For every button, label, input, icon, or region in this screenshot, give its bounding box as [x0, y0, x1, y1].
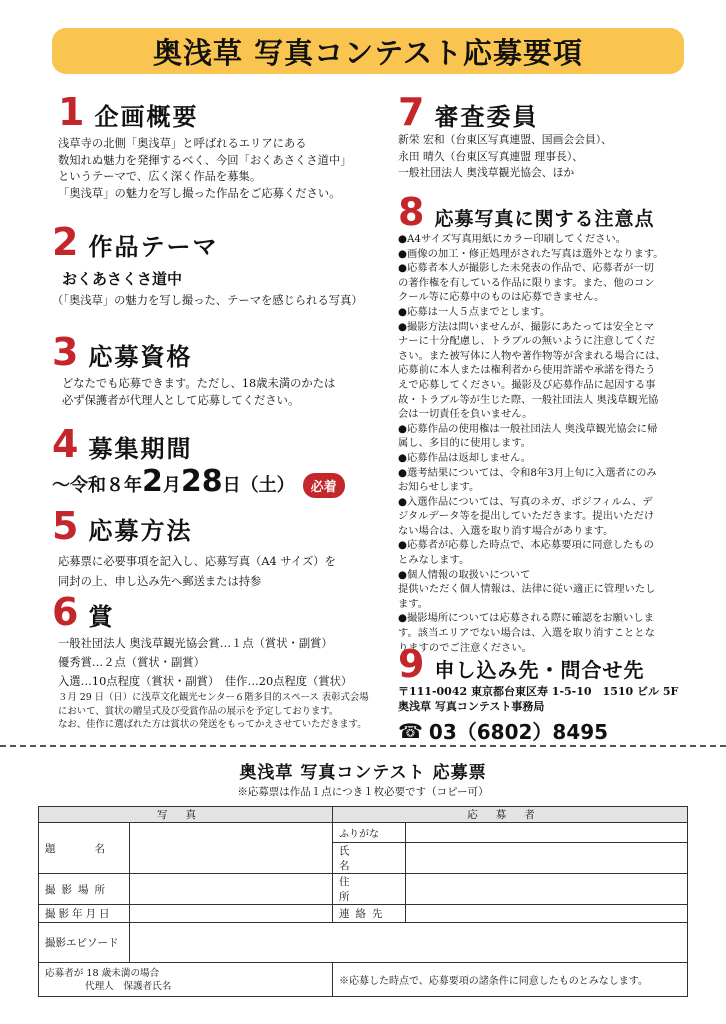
section-title: 審査委員 [434, 103, 539, 131]
note-line: の著作権を有している作品に限ります。また、他のコン [398, 276, 655, 289]
small-note: において、賞状の贈呈式及び受賞作品の展示を予定しております。 [58, 705, 339, 717]
guardian-note: 応募者が 18 歳未満の場合 [45, 967, 160, 979]
text-line: 応募票に必要事項を記入し、応募写真（A4 サイズ）を [58, 555, 336, 568]
section-number: 5 [52, 504, 79, 548]
note-line: とみなします。 [398, 554, 470, 567]
note-line: お知らせします。 [398, 481, 480, 494]
note-line: えで応募してください。撮影及び応募作品に起因する事 [398, 378, 656, 391]
text-line: 必ず保護者が代理人として応募してください。 [62, 393, 300, 407]
label-furigana: ふりがな [333, 823, 406, 843]
note-line: ●応募者が応募した時点で、本応募要項に同意したもの [398, 539, 654, 552]
field-episode[interactable] [130, 923, 688, 963]
label-address: 住 所 [333, 874, 406, 905]
deadline-day-unit: 日（土） [222, 475, 295, 496]
note-line: ます。 [398, 597, 429, 610]
section-title: 賞 [88, 603, 115, 631]
label-date: 撮影年月日 [39, 905, 130, 923]
label-place: 撮影場所 [39, 874, 130, 905]
section-title: 応募方法 [88, 517, 193, 545]
note-line: 会は一切責任を負いません。 [398, 408, 533, 421]
deadline-month-unit: 月 [162, 475, 181, 496]
address: 〒111-0042 東京都台東区寿 1-5-10 1510 ビル 5F [398, 685, 679, 698]
field-address[interactable] [406, 874, 688, 905]
note-line: ない場合は、入選を取り消す場合があります。 [398, 524, 614, 537]
note-line: 応募前に本人または権利者から使用許諾や承諾を得たう [398, 364, 656, 377]
section-number: 9 [398, 642, 425, 686]
phone-icon: ☎ [398, 718, 423, 743]
section-method [52, 506, 336, 592]
note-line: 提供いただく個人情報は、法律に従い適正に管理いたし [398, 583, 656, 596]
phone-number: 03（6802）8495 [428, 720, 609, 744]
must-arrive-badge: 必着 [303, 473, 345, 498]
text-line: 「奥浅草」の魅力を写し撮った作品をご応募ください。 [58, 186, 341, 200]
note-line: ●応募作品の使用権は一般社団法人 奥浅草観光協会に帰 [398, 422, 658, 435]
note-line: ●画像の加工・修正処理がされた写真は選外となります。 [398, 247, 664, 260]
guardian-label: 代理人 保護者氏名 [85, 980, 172, 992]
section-theme [52, 222, 363, 310]
label-episode: 撮影エピソード [39, 923, 130, 963]
note-line: ●応募作品は返却しません。 [398, 451, 532, 464]
label-contact: 連絡先 [333, 905, 406, 923]
field-date[interactable] [130, 905, 333, 923]
section-eligibility [52, 332, 335, 409]
field-title[interactable] [130, 823, 333, 874]
deadline-month: 2 [142, 464, 163, 499]
text-line: どなたでも応募できます。ただし、18歳未満のかたは [62, 377, 336, 390]
note-line: ●個人情報の取扱いについて [398, 568, 531, 581]
note-line: ●A4サイズ写真用紙にカラー印刷してください。 [398, 233, 627, 245]
section-title: 作品テーマ [88, 233, 219, 261]
small-note: なお、佳作に選ばれた方は賞状の発送をもってかえさせていただきます。 [58, 719, 367, 730]
note-line: さい。また被写体に人物や著作物等が含まれる場合には、 [398, 349, 666, 362]
section-notes [398, 192, 666, 655]
section-number: 7 [398, 90, 425, 134]
text-line: 新栄 宏和（台東区写真連盟、国画会会員）、 [398, 133, 612, 146]
text-line: 同封の上、申し込み先へ郵送または持参 [58, 575, 262, 588]
note-line: りますのでご注意ください。 [398, 641, 532, 654]
small-note: ３月 29 日（日）に浅草文化観光センター６階多目的スペース 表彰式会場 [58, 692, 369, 703]
text-line: というテーマで、広く深く作品を募集。 [58, 170, 262, 183]
form-title: 奥浅草 写真コンテスト 応募票 [239, 763, 487, 783]
theme-note: （「奥浅草」の魅力を写し撮った、テーマを感じられる写真） [52, 294, 363, 307]
note-line: 属し、多目的に使用します。 [398, 437, 532, 450]
section-number: 6 [52, 590, 79, 634]
text-line: 一般社団法人 奥浅草観光協会、ほか [398, 166, 575, 179]
section-number: 4 [52, 422, 79, 466]
form-subtitle: ※応募票は作品１点につき１枚必要です（コピー可） [237, 786, 489, 798]
section-period [52, 424, 345, 499]
section-number: 3 [52, 330, 79, 374]
note-line: ●選考結果については、令和8年3月上旬に入選者にのみ [398, 466, 657, 479]
text-line: 浅草寺の北側「奥浅草」と呼ばれるエリアにある [58, 137, 307, 150]
note-line: ●応募者本人が撮影した未発表の作品で、応募者が一切 [398, 262, 654, 275]
field-contact[interactable] [406, 905, 688, 923]
phone [398, 716, 678, 745]
section-number: 1 [58, 90, 85, 134]
note-line: ●入選作品については、写真のネガ、ポジフィルム、デ [398, 495, 653, 508]
label-name: 氏 名 [333, 843, 406, 874]
entry-form-table [38, 806, 688, 997]
header-photo: 写真 [39, 807, 333, 823]
theme-text: おくあさくさ道中 [62, 270, 183, 288]
cut-line [0, 745, 726, 747]
section-title: 応募資格 [88, 343, 193, 371]
note-line: ●応募は一人５点までとします。 [398, 305, 551, 318]
deadline-prefix: 〜令和８年 [52, 475, 142, 496]
field-name[interactable] [406, 843, 688, 874]
text-line: 入選…10点程度（賞状・副賞） 佳作…20点程度（賞状） [58, 675, 353, 688]
section-judges [398, 92, 612, 182]
note-line: 故・トラブル等が生じた際、一般社団法人 奥浅草観光協 [398, 393, 659, 406]
text-line: 一般社団法人 奥浅草観光協会賞…１点（賞状・副賞） [58, 637, 333, 650]
field-place[interactable] [130, 874, 333, 905]
header-applicant: 応募者 [333, 807, 688, 823]
note-line: ナーに十分配慮し、トラブルの無いように注意してくだ [398, 335, 656, 348]
note-line: ●撮影方法は問いませんが、撮影にあたっては安全とマ [398, 320, 655, 333]
label-title: 題 名 [39, 823, 130, 874]
section-title: 申し込み先・問合せ先 [434, 658, 645, 682]
note-line: ジタルデータ等を提出していただきます。提出いただけ [398, 510, 655, 523]
note-line: す。該当エリアでない場合は、入選を取り消すこととな [398, 627, 655, 640]
section-overview [58, 92, 352, 202]
section-title: 企画概要 [94, 103, 199, 131]
deadline-day: 28 [180, 464, 223, 499]
section-awards [52, 592, 369, 732]
text-line: 優秀賞…２点（賞状・副賞） [58, 656, 205, 669]
office-name: 奥浅草 写真コンテスト事務局 [398, 700, 545, 713]
guardian-cell[interactable] [39, 963, 333, 997]
section-title: 募集期間 [88, 435, 193, 463]
field-furigana[interactable] [406, 823, 688, 843]
agreement-note: ※応募した時点で、応募要項の諸条件に同意したものとみなします。 [333, 963, 688, 997]
section-contact [398, 644, 678, 745]
title-banner [52, 28, 684, 74]
deadline [52, 464, 345, 499]
section-title: 応募写真に関する注意点 [434, 208, 655, 230]
note-line: ●撮影場所については応募される際に確認をお願いしま [398, 612, 654, 625]
text-line: 永田 晴久（台東区写真連盟 理事長）、 [398, 149, 584, 163]
note-line: クール等に応募中のものは応募できません。 [398, 291, 605, 304]
page-title: 奥浅草 写真コンテスト応募要項 [153, 35, 583, 70]
notes-list [398, 232, 666, 655]
section-number: 8 [398, 190, 425, 234]
section-number: 2 [52, 220, 79, 264]
text-line: 数知れぬ魅力を発揮するべく、今回「おくあさくさ道中」 [58, 153, 352, 167]
